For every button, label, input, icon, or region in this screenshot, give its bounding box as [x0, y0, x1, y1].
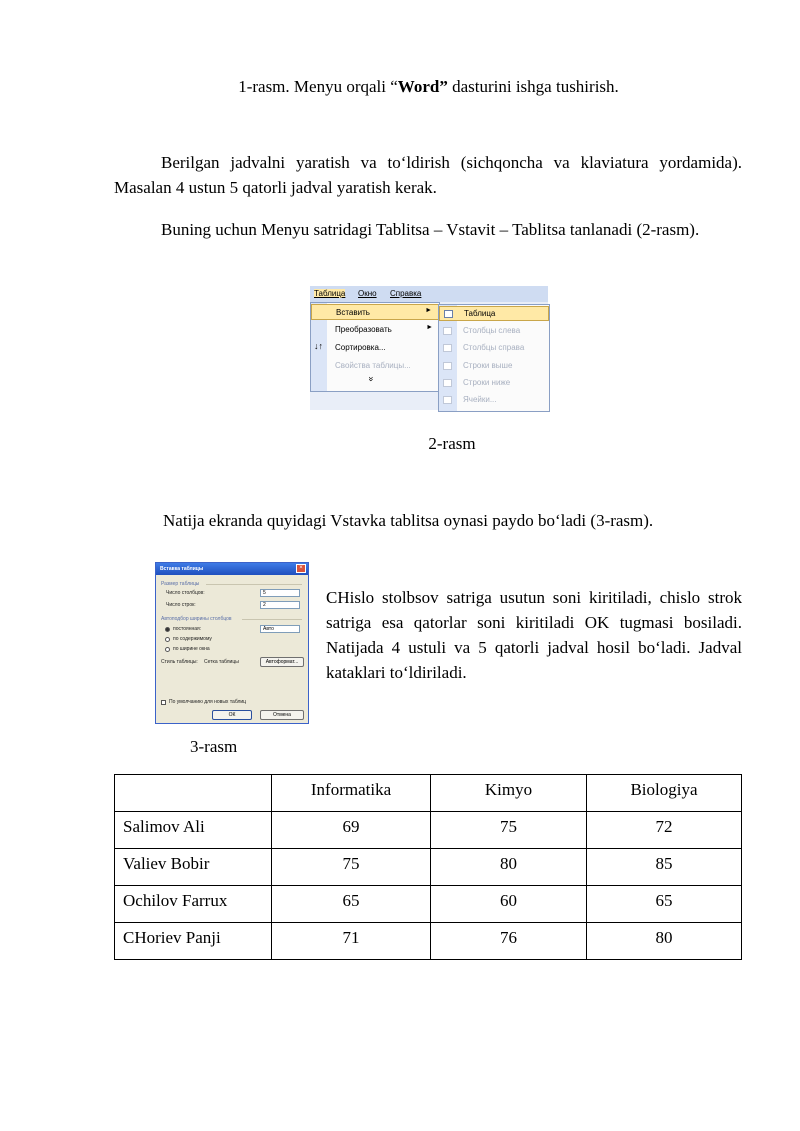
group-autofit-label: Автоподбор ширины столбцов — [161, 616, 232, 622]
table-row — [115, 849, 742, 886]
table-row — [115, 886, 742, 923]
grade-cell: 65 — [587, 886, 742, 923]
opt-content-label: по содержимому — [173, 636, 212, 642]
grade-cell: 69 — [272, 812, 431, 849]
chevron-down-icon: » — [366, 376, 377, 382]
cells-icon — [443, 396, 452, 404]
grade-cell: 75 — [272, 849, 431, 886]
menu-screenshot — [310, 286, 548, 410]
insert-table-dialog — [155, 562, 309, 724]
insert-submenu — [438, 304, 550, 412]
submenu-item-cells[interactable] — [439, 393, 549, 408]
grade-cell: 80 — [431, 849, 587, 886]
submenu-arrow-icon: ► — [425, 307, 432, 314]
grade-cell: 80 — [587, 923, 742, 960]
table-icon — [444, 310, 453, 318]
dialog-titlebar — [156, 563, 308, 575]
cancel-button[interactable]: Отмена — [260, 710, 304, 720]
submenu-item-label: Столбцы слева — [463, 326, 521, 335]
autoformat-button[interactable]: Автоформат... — [260, 657, 304, 667]
grades-table — [114, 774, 742, 960]
submenu-item-label: Таблица — [464, 309, 496, 318]
student-name-cell: Valiev Bobir — [115, 849, 272, 886]
rows-value: 2 — [263, 602, 266, 608]
submenu-arrow-icon: ► — [426, 324, 433, 331]
grade-cell: 75 — [431, 812, 587, 849]
menu-item-label: Свойства таблицы... — [335, 361, 411, 370]
columns-left-icon — [443, 327, 452, 335]
rows-spinner[interactable] — [260, 601, 300, 609]
menu-item-convert[interactable] — [311, 322, 439, 338]
cols-spinner[interactable] — [260, 589, 300, 597]
menu-bar — [310, 286, 548, 302]
fig1-caption-text-before: 1-rasm. Menyu orqali “ — [238, 77, 398, 96]
side-paragraph: CHislo stolbsov satriga usutun soni kiritiladi, chislo strok satriga esa qatorlar soni kiritiladi OK tugmasi bosiladi. Natijada 4 ustuli va 5 qatorli jadval hosil bo‘ladi. Jadval kataklari to‘ldiriladi. — [326, 588, 742, 682]
grade-cell: 72 — [587, 812, 742, 849]
header-cell: Biologiya — [587, 775, 742, 812]
submenu-item-label: Ячейки... — [463, 395, 497, 404]
submenu-item-cols-left[interactable] — [439, 324, 549, 339]
default-checkbox[interactable] — [161, 700, 166, 705]
paragraph-3: Natija ekranda quyidagi Vstavka tablitsa oynasi paydo bo‘ladi (3-rasm). — [163, 511, 654, 530]
grade-cell: 65 — [272, 886, 431, 923]
submenu-item-rows-above[interactable] — [439, 359, 549, 374]
menu-item-label: Преобразовать — [335, 325, 392, 334]
grade-cell: 60 — [431, 886, 587, 923]
radio-window[interactable] — [165, 647, 170, 652]
radio-content[interactable] — [165, 637, 170, 642]
table-menu-dropdown — [310, 302, 440, 392]
fig1-caption-text-after: dasturini ishga tushirish. — [447, 77, 619, 96]
menu-item-insert[interactable] — [311, 304, 439, 320]
close-icon[interactable]: × — [296, 564, 306, 573]
fig1-caption-bold: Word” — [397, 77, 448, 96]
group-size-label: Размер таблицы — [161, 581, 200, 587]
opt-window-label: по ширине окна — [173, 646, 210, 652]
table-row — [115, 923, 742, 960]
table-header-row — [115, 775, 742, 812]
table-row — [115, 812, 742, 849]
header-cell-empty — [115, 775, 272, 812]
menu-item-label: Сортировка... — [335, 343, 386, 352]
const-width-spinner[interactable] — [260, 625, 300, 633]
cols-label: Число столбцов: — [166, 590, 205, 596]
dialog-title: Вставка таблицы — [160, 566, 204, 572]
menu-expand[interactable] — [311, 373, 439, 389]
submenu-item-table[interactable] — [439, 306, 549, 321]
paragraph-1: Berilgan jadvalni yaratish va to‘ldirish (sichqoncha va klaviatura yordamida). Masalan 4 ustun 5 qatorli jadval yaratish kerak. — [114, 153, 742, 197]
group-divider — [206, 584, 302, 585]
paragraph-2: Buning uchun Menyu satridagi Tablitsa – Vstavit – Tablitsa tanlanadi (2-rasm). — [161, 220, 700, 239]
menubar-item-table[interactable]: Таблица — [314, 289, 346, 298]
grade-cell: 85 — [587, 849, 742, 886]
header-cell: Informatika — [272, 775, 431, 812]
submenu-item-label: Строки ниже — [463, 378, 511, 387]
rows-label: Число строк: — [166, 602, 196, 608]
student-name-cell: Salimov Ali — [115, 812, 272, 849]
columns-right-icon — [443, 344, 452, 352]
opt-const-label: постоянная: — [173, 626, 202, 632]
ok-button[interactable]: ОК — [212, 710, 252, 720]
rows-below-icon — [443, 379, 452, 387]
submenu-item-label: Строки выше — [463, 361, 513, 370]
fig2-caption: 2-rasm — [428, 434, 476, 453]
menu-item-sort[interactable] — [311, 340, 439, 356]
submenu-item-rows-below[interactable] — [439, 376, 549, 391]
fig1-caption — [0, 77, 800, 97]
menu-item-properties[interactable] — [311, 358, 439, 374]
cols-value: 5 — [263, 590, 266, 596]
sort-icon: ↓↑ — [314, 341, 323, 351]
menu-item-label: Вставить — [336, 308, 370, 317]
menubar-item-help[interactable]: Справка — [390, 289, 422, 298]
style-label: Стиль таблицы: — [161, 659, 198, 665]
fig3-caption: 3-rasm — [190, 737, 238, 756]
rows-above-icon — [443, 362, 452, 370]
student-name-cell: Ochilov Farrux — [115, 886, 272, 923]
grade-cell: 76 — [431, 923, 587, 960]
submenu-item-cols-right[interactable] — [439, 341, 549, 356]
grade-cell: 71 — [272, 923, 431, 960]
header-cell: Kimyo — [431, 775, 587, 812]
student-name-cell: CHoriev Panji — [115, 923, 272, 960]
default-checkbox-label: По умолчанию для новых таблиц — [169, 699, 247, 705]
const-width-value: Авто — [263, 626, 274, 632]
menubar-item-window[interactable]: Окно — [358, 289, 377, 298]
radio-const[interactable] — [165, 627, 170, 632]
submenu-item-label: Столбцы справа — [463, 343, 525, 352]
group-divider — [242, 619, 302, 620]
style-value: Сетка таблицы — [204, 659, 239, 665]
